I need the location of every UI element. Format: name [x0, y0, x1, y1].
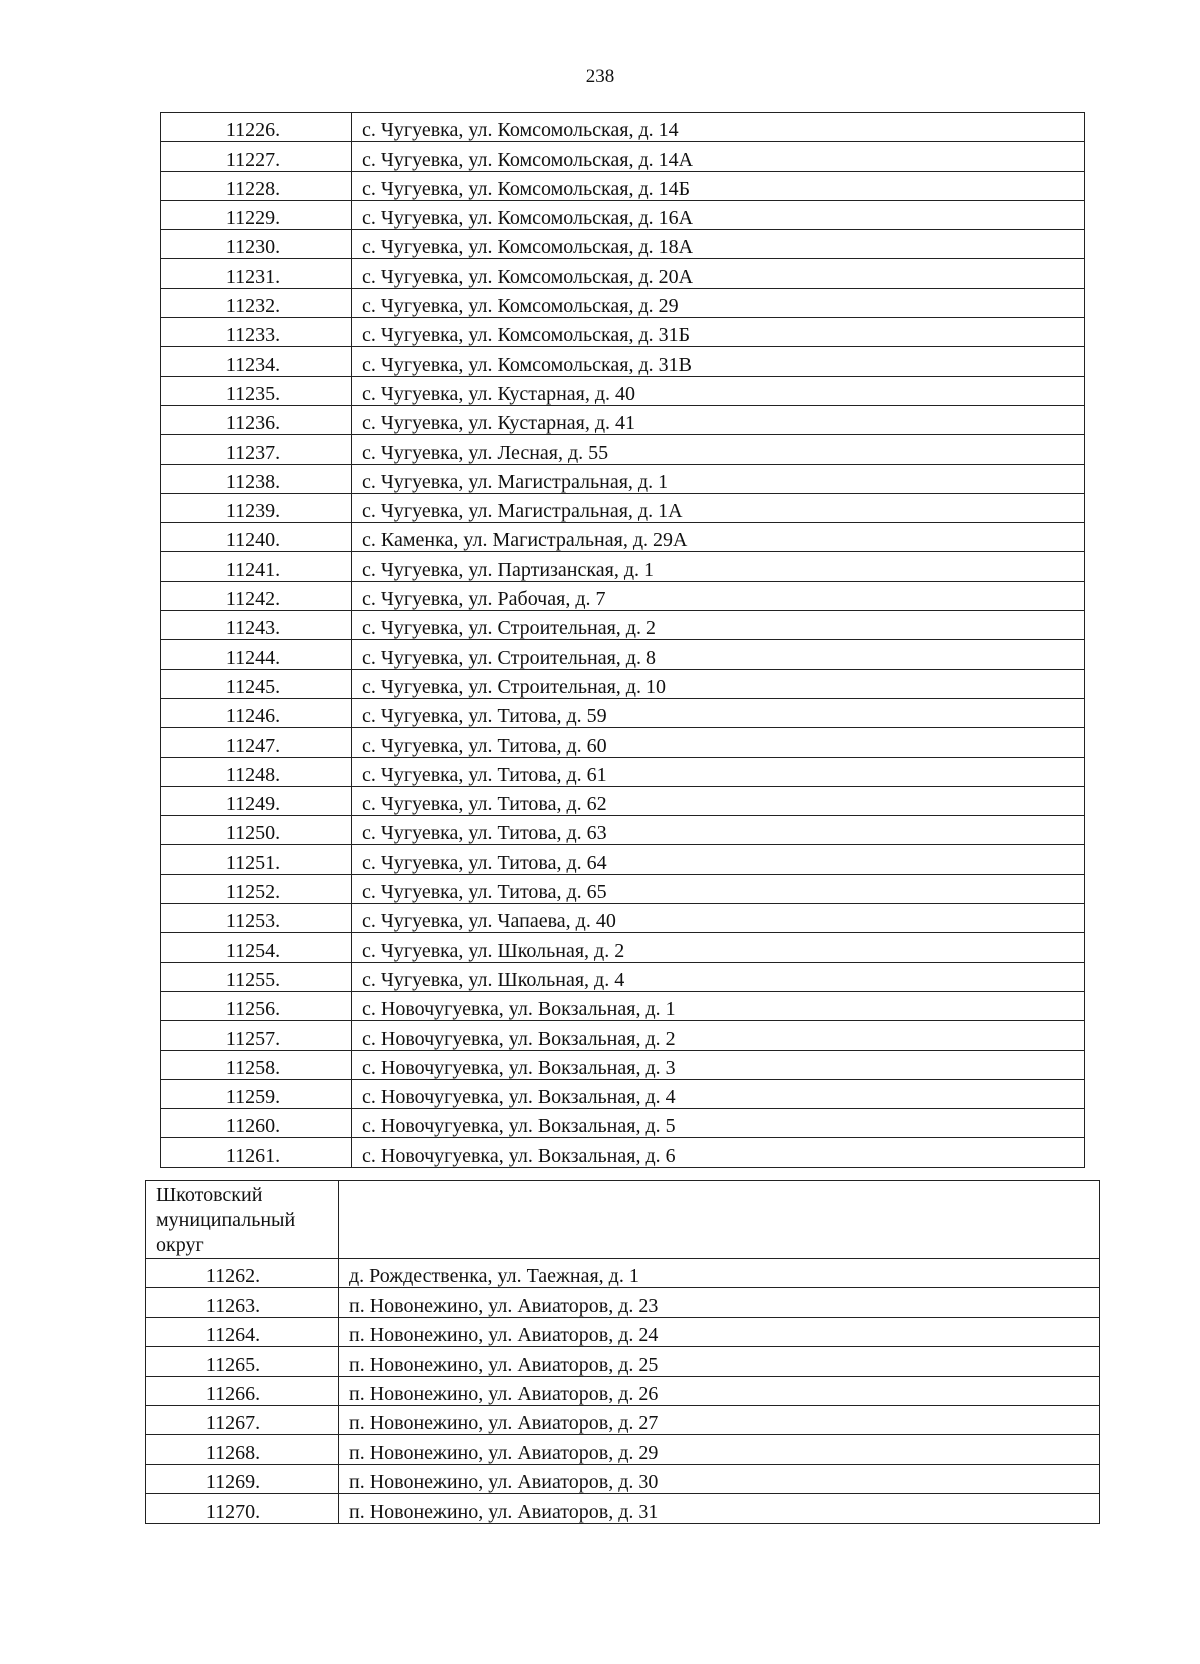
table-row — [146, 1435, 1100, 1464]
row-number: 11238. — [161, 464, 352, 493]
row-address: с. Чугуевка, ул. Строительная, д. 8 — [352, 640, 1085, 669]
table-row — [146, 1376, 1100, 1405]
row-address: с. Чугуевка, ул. Комсомольская, д. 14А — [352, 142, 1085, 171]
table-row — [161, 171, 1085, 200]
row-number: 11234. — [161, 347, 352, 376]
row-address: с. Чугуевка, ул. Титова, д. 65 — [352, 874, 1085, 903]
table-row — [161, 728, 1085, 757]
row-address: с. Чугуевка, ул. Комсомольская, д. 31В — [352, 347, 1085, 376]
table-row — [161, 552, 1085, 581]
row-number: 11256. — [161, 991, 352, 1020]
table-row — [161, 581, 1085, 610]
row-number: 11250. — [161, 816, 352, 845]
row-address: с. Чугуевка, ул. Школьная, д. 4 — [352, 962, 1085, 991]
table-row — [161, 347, 1085, 376]
row-number: 11228. — [161, 171, 352, 200]
row-address: с. Чугуевка, ул. Титова, д. 63 — [352, 816, 1085, 845]
table-row — [161, 1138, 1085, 1167]
row-number: 11248. — [161, 757, 352, 786]
row-address: с. Чугуевка, ул. Титова, д. 60 — [352, 728, 1085, 757]
row-address: п. Новонежино, ул. Авиаторов, д. 31 — [339, 1494, 1100, 1523]
row-address: с. Чугуевка, ул. Титова, д. 59 — [352, 698, 1085, 727]
row-number: 11241. — [161, 552, 352, 581]
table-row — [146, 1464, 1100, 1493]
row-address: д. Рождественка, ул. Таежная, д. 1 — [339, 1259, 1100, 1288]
table-row — [161, 230, 1085, 259]
table-row — [161, 640, 1085, 669]
row-number: 11239. — [161, 493, 352, 522]
row-address: с. Новочугуевка, ул. Вокзальная, д. 6 — [352, 1138, 1085, 1167]
row-address: с. Чугуевка, ул. Комсомольская, д. 14 — [352, 113, 1085, 142]
region-empty-cell — [339, 1181, 1100, 1259]
table-row — [161, 142, 1085, 171]
row-address: с. Чугуевка, ул. Комсомольская, д. 16А — [352, 200, 1085, 229]
row-number: 11226. — [161, 113, 352, 142]
row-number: 11242. — [161, 581, 352, 610]
row-address: с. Чугуевка, ул. Комсомольская, д. 31Б — [352, 318, 1085, 347]
row-address: с. Чугуевка, ул. Титова, д. 61 — [352, 757, 1085, 786]
row-number: 11251. — [161, 845, 352, 874]
row-address: п. Новонежино, ул. Авиаторов, д. 29 — [339, 1435, 1100, 1464]
table-row — [161, 464, 1085, 493]
row-number: 11265. — [146, 1347, 339, 1376]
table-row — [146, 1347, 1100, 1376]
row-number: 11252. — [161, 874, 352, 903]
address-table-body — [161, 113, 1085, 1168]
table-row — [161, 933, 1085, 962]
row-number: 11230. — [161, 230, 352, 259]
row-address: п. Новонежино, ул. Авиаторов, д. 30 — [339, 1464, 1100, 1493]
table-row — [161, 611, 1085, 640]
row-number: 11263. — [146, 1288, 339, 1317]
table-row — [161, 1050, 1085, 1079]
row-address: с. Новочугуевка, ул. Вокзальная, д. 5 — [352, 1109, 1085, 1138]
table-row — [161, 786, 1085, 815]
table-row — [146, 1405, 1100, 1434]
row-address: с. Чугуевка, ул. Магистральная, д. 1А — [352, 493, 1085, 522]
row-address: с. Чугуевка, ул. Лесная, д. 55 — [352, 435, 1085, 464]
row-number: 11233. — [161, 318, 352, 347]
row-address: с. Чугуевка, ул. Комсомольская, д. 14Б — [352, 171, 1085, 200]
row-number: 11244. — [161, 640, 352, 669]
row-address: с. Новочугуевка, ул. Вокзальная, д. 1 — [352, 991, 1085, 1020]
row-address: с. Чугуевка, ул. Комсомольская, д. 29 — [352, 288, 1085, 317]
table-row — [161, 523, 1085, 552]
row-address: п. Новонежино, ул. Авиаторов, д. 24 — [339, 1317, 1100, 1346]
row-address: с. Чугуевка, ул. Комсомольская, д. 20А — [352, 259, 1085, 288]
row-address: с. Каменка, ул. Магистральная, д. 29А — [352, 523, 1085, 552]
row-number: 11247. — [161, 728, 352, 757]
row-number: 11245. — [161, 669, 352, 698]
row-number: 11257. — [161, 1021, 352, 1050]
row-number: 11235. — [161, 376, 352, 405]
table-row — [146, 1259, 1100, 1288]
table-row — [161, 376, 1085, 405]
row-address: п. Новонежино, ул. Авиаторов, д. 25 — [339, 1347, 1100, 1376]
table-row — [161, 1021, 1085, 1050]
page-number: 238 — [585, 66, 615, 87]
row-address: с. Чугуевка, ул. Магистральная, д. 1 — [352, 464, 1085, 493]
table-row — [161, 845, 1085, 874]
row-address: с. Чугуевка, ул. Партизанская, д. 1 — [352, 552, 1085, 581]
row-number: 11253. — [161, 904, 352, 933]
table-row — [161, 493, 1085, 522]
row-address: с. Чугуевка, ул. Титова, д. 64 — [352, 845, 1085, 874]
row-number: 11255. — [161, 962, 352, 991]
row-address: с. Чугуевка, ул. Строительная, д. 10 — [352, 669, 1085, 698]
district-address-table-body — [146, 1181, 1100, 1524]
table-row — [161, 200, 1085, 229]
row-number: 11262. — [146, 1259, 339, 1288]
row-number: 11258. — [161, 1050, 352, 1079]
row-address: п. Новонежино, ул. Авиаторов, д. 26 — [339, 1376, 1100, 1405]
row-address: с. Чугуевка, ул. Чапаева, д. 40 — [352, 904, 1085, 933]
row-address: с. Новочугуевка, ул. Вокзальная, д. 4 — [352, 1079, 1085, 1108]
region-header-row — [146, 1181, 1100, 1259]
address-table — [160, 112, 1085, 1168]
row-number: 11243. — [161, 611, 352, 640]
row-number: 11237. — [161, 435, 352, 464]
table-row — [161, 259, 1085, 288]
district-address-table — [145, 1180, 1100, 1524]
row-number: 11270. — [146, 1494, 339, 1523]
table-row — [161, 816, 1085, 845]
table-row — [161, 1079, 1085, 1108]
row-number: 11254. — [161, 933, 352, 962]
row-address: п. Новонежино, ул. Авиаторов, д. 23 — [339, 1288, 1100, 1317]
row-number: 11249. — [161, 786, 352, 815]
table-row — [146, 1317, 1100, 1346]
table-row — [161, 874, 1085, 903]
row-number: 11261. — [161, 1138, 352, 1167]
row-address: с. Чугуевка, ул. Кустарная, д. 41 — [352, 405, 1085, 434]
row-number: 11268. — [146, 1435, 339, 1464]
table-row — [161, 904, 1085, 933]
row-number: 11264. — [146, 1317, 339, 1346]
region-label: Шкотовский муниципальный округ — [146, 1181, 339, 1259]
row-address: с. Чугуевка, ул. Комсомольская, д. 18А — [352, 230, 1085, 259]
row-address: п. Новонежино, ул. Авиаторов, д. 27 — [339, 1405, 1100, 1434]
row-number: 11260. — [161, 1109, 352, 1138]
row-address: с. Чугуевка, ул. Строительная, д. 2 — [352, 611, 1085, 640]
row-address: с. Чугуевка, ул. Титова, д. 62 — [352, 786, 1085, 815]
row-number: 11231. — [161, 259, 352, 288]
table-row — [161, 991, 1085, 1020]
row-number: 11240. — [161, 523, 352, 552]
table-row — [161, 962, 1085, 991]
row-number: 11266. — [146, 1376, 339, 1405]
row-number: 11267. — [146, 1405, 339, 1434]
row-number: 11229. — [161, 200, 352, 229]
table-row — [146, 1494, 1100, 1523]
row-number: 11227. — [161, 142, 352, 171]
table-row — [161, 698, 1085, 727]
table-row — [161, 435, 1085, 464]
table-row — [161, 405, 1085, 434]
table-row — [161, 669, 1085, 698]
row-number: 11259. — [161, 1079, 352, 1108]
table-row — [161, 113, 1085, 142]
row-number: 11232. — [161, 288, 352, 317]
table-row — [146, 1288, 1100, 1317]
table-row — [161, 757, 1085, 786]
row-address: с. Чугуевка, ул. Школьная, д. 2 — [352, 933, 1085, 962]
row-number: 11236. — [161, 405, 352, 434]
row-address: с. Чугуевка, ул. Кустарная, д. 40 — [352, 376, 1085, 405]
row-number: 11246. — [161, 698, 352, 727]
table-row — [161, 288, 1085, 317]
row-address: с. Новочугуевка, ул. Вокзальная, д. 3 — [352, 1050, 1085, 1079]
row-number: 11269. — [146, 1464, 339, 1493]
table-row — [161, 1109, 1085, 1138]
row-address: с. Новочугуевка, ул. Вокзальная, д. 2 — [352, 1021, 1085, 1050]
table-row — [161, 318, 1085, 347]
row-address: с. Чугуевка, ул. Рабочая, д. 7 — [352, 581, 1085, 610]
